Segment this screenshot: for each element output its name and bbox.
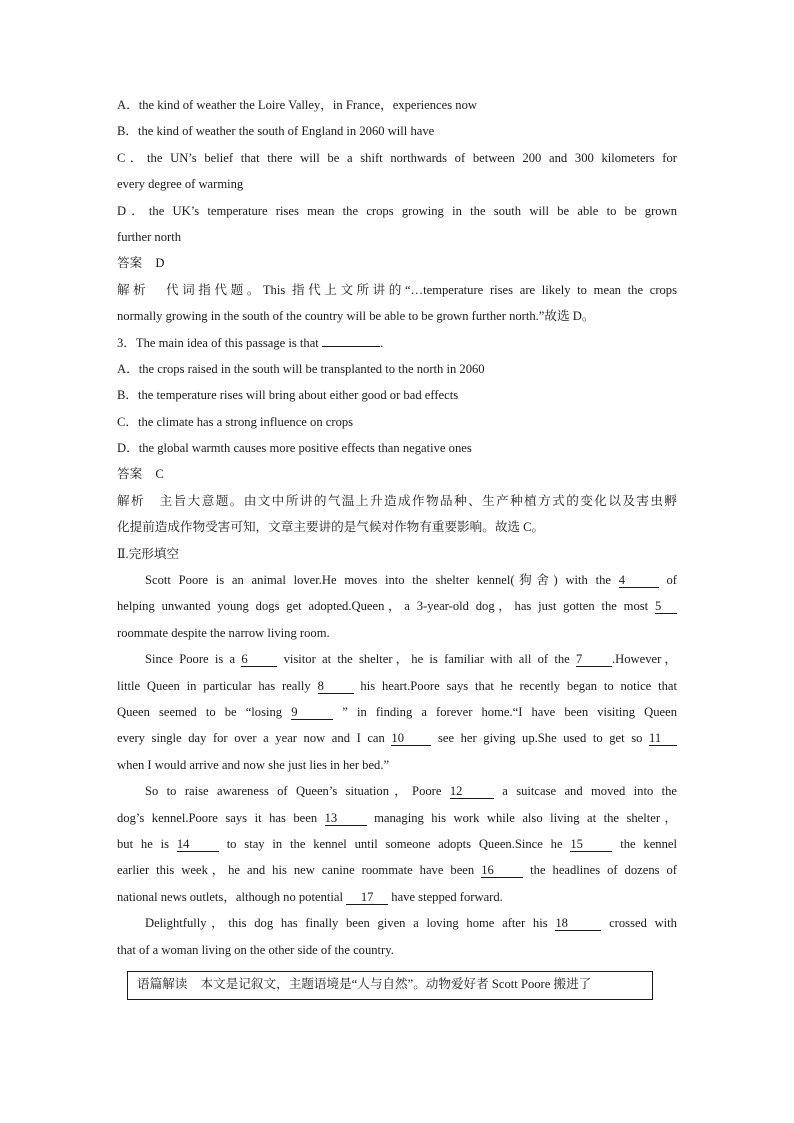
summary-label: 语篇解读 xyxy=(137,977,188,991)
analysis-label: 解析 xyxy=(117,282,150,297)
cloze-blank-10: 10 xyxy=(391,731,431,746)
cloze-p1-line3: roommate despite the narrow living room. xyxy=(117,625,330,640)
cloze-blank-8: 8 xyxy=(318,679,354,694)
cloze-text: to stay in the kennel until someone adopts Queen.Since he xyxy=(226,836,563,851)
q2-analysis xyxy=(117,277,677,303)
analysis-text: 代词指代题。This 指代上文所讲的“…temperature rises are likely to mean the crops xyxy=(166,282,678,297)
cloze-blank-4: 4 xyxy=(619,573,659,588)
q3-analysis xyxy=(117,488,677,514)
q3-stem-end: . xyxy=(379,335,384,350)
section-title: Ⅱ.完形填空 xyxy=(117,546,180,561)
cloze-p3-line3 xyxy=(117,831,677,857)
cloze-text: .However， xyxy=(612,652,677,667)
cloze-blank-14: 14 xyxy=(177,837,219,852)
cloze-text: have stepped forward. xyxy=(391,889,503,904)
answer-label: 答案 xyxy=(117,256,143,271)
cloze-text: managing his work while also living at the shelter， xyxy=(374,810,677,825)
cloze-text: earlier this week，he and his new canine roommate have been xyxy=(117,863,475,878)
summary-text: 本文是记叙文，主题语境是“人与自然”。动物爱好者 Scott Poore 搬进了 xyxy=(200,977,592,991)
document-page xyxy=(117,92,677,963)
passage-summary-box xyxy=(127,971,653,1000)
cloze-blank-6: 6 xyxy=(241,652,277,667)
cloze-text: the headlines of dozens of xyxy=(530,863,677,878)
cloze-text: Queen seemed to be “losing xyxy=(117,704,283,719)
q2-option-d-cont: further north xyxy=(117,229,181,244)
cloze-p2-line4 xyxy=(117,725,677,751)
cloze-p3-line4 xyxy=(117,857,677,883)
cloze-p3-line5 xyxy=(117,884,677,910)
q3-answer xyxy=(117,461,677,487)
cloze-text: every single day for over a year now and I can xyxy=(117,731,385,746)
analysis-label: 解析 xyxy=(117,493,146,508)
cloze-blank-16: 16 xyxy=(481,863,523,878)
cloze-blank-12: 12 xyxy=(450,784,494,799)
q3-analysis-cont: 化提前造成作物受害可知，文章主要讲的是气候对作物有重要影响。故选 C。 xyxy=(117,520,545,535)
answer-value: D xyxy=(155,256,165,271)
cloze-text: crossed with xyxy=(609,916,677,931)
cloze-p4-line2: that of a woman living on the other side of the country. xyxy=(117,942,394,957)
q3-option-a: A．the crops raised in the south will be transplanted to the north in 2060 xyxy=(117,361,485,376)
cloze-p2-line3 xyxy=(117,699,677,725)
cloze-text: Since Poore is a xyxy=(145,652,236,667)
q2-option-a: A．the kind of weather the Loire Valley，in France，experiences now xyxy=(117,98,477,112)
cloze-blank-9: 9 xyxy=(291,705,333,720)
cloze-text: national news outlets，although no potential xyxy=(117,889,343,904)
cloze-text: Delightfully，this dog has finally been given a loving home after his xyxy=(145,916,548,931)
cloze-text: a suitcase and moved into the xyxy=(502,784,678,799)
q2-option-c-cont: every degree of warming xyxy=(117,177,244,192)
q3-option-b: B．the temperature rises will bring about either good or bad effects xyxy=(117,388,459,403)
cloze-blank-7: 7 xyxy=(576,652,612,667)
q3-stem xyxy=(117,330,677,356)
cloze-text: of xyxy=(666,573,677,588)
cloze-text: visitor at the shelter，he is familiar with all of the xyxy=(283,652,570,667)
cloze-blank-13: 13 xyxy=(325,811,367,826)
cloze-blank-17: 17 xyxy=(346,890,388,905)
cloze-p2-line1 xyxy=(117,646,677,672)
q2-option-c: C．the UN’s belief that there will be a shift northwards of between 200 and 300 kilometers for xyxy=(117,150,677,165)
q2-option-d: D．the UK’s temperature rises mean the crops growing in the south will be able to be grown xyxy=(117,203,677,218)
q3-stem-text: 3．The main idea of this passage is that xyxy=(117,335,319,350)
cloze-text: Scott Poore is an animal lover.He moves into the shelter kennel(狗舍) with the xyxy=(145,573,611,588)
cloze-blank-11: 11 xyxy=(649,731,677,746)
cloze-p4-line1 xyxy=(117,910,677,936)
cloze-blank-5: 5 xyxy=(655,599,677,614)
cloze-p3-line2 xyxy=(117,805,677,831)
cloze-p2-line5: when I would arrive and now she just lies in her bed.” xyxy=(117,757,390,772)
cloze-text: little Queen in particular has really xyxy=(117,678,311,693)
q3-answer-blank xyxy=(322,346,380,347)
cloze-text: dog’s kennel.Poore says it has been xyxy=(117,810,318,825)
cloze-text: his heart.Poore says that he recently began to notice that xyxy=(360,678,677,693)
cloze-p2-line2 xyxy=(117,673,677,699)
cloze-text: the kennel xyxy=(620,836,677,851)
cloze-p1-line2 xyxy=(117,593,677,619)
cloze-text: see her giving up.She used to get so xyxy=(437,731,643,746)
q3-option-d: D．the global warmth causes more positive effects than negative ones xyxy=(117,441,472,456)
q2-answer xyxy=(117,250,677,276)
cloze-blank-18: 18 xyxy=(555,916,601,931)
q2-option-b: B．the kind of weather the south of England in 2060 will have xyxy=(117,124,435,139)
analysis-text: 主旨大意题。由文中所讲的气温上升造成作物品种、生产种植方式的变化以及害虫孵 xyxy=(159,493,677,508)
cloze-p3-line1 xyxy=(117,778,677,804)
cloze-text: So to raise awareness of Queen’s situation，Poore xyxy=(145,784,442,799)
q2-analysis-cont: normally growing in the south of the country will be able to be grown further north.”故选 D。 xyxy=(117,309,595,324)
cloze-text: helping unwanted young dogs get adopted.Queen，a 3-year-old dog，has just gotten the most xyxy=(117,599,649,614)
answer-value: C xyxy=(155,467,164,482)
q3-option-c: C．the climate has a strong influence on crops xyxy=(117,414,354,429)
cloze-p1-line1 xyxy=(117,567,677,593)
cloze-blank-15: 15 xyxy=(570,837,612,852)
cloze-text: but he is xyxy=(117,836,170,851)
answer-label: 答案 xyxy=(117,467,143,482)
cloze-text: ” in finding a forever home.“I have been visiting Queen xyxy=(342,704,677,719)
